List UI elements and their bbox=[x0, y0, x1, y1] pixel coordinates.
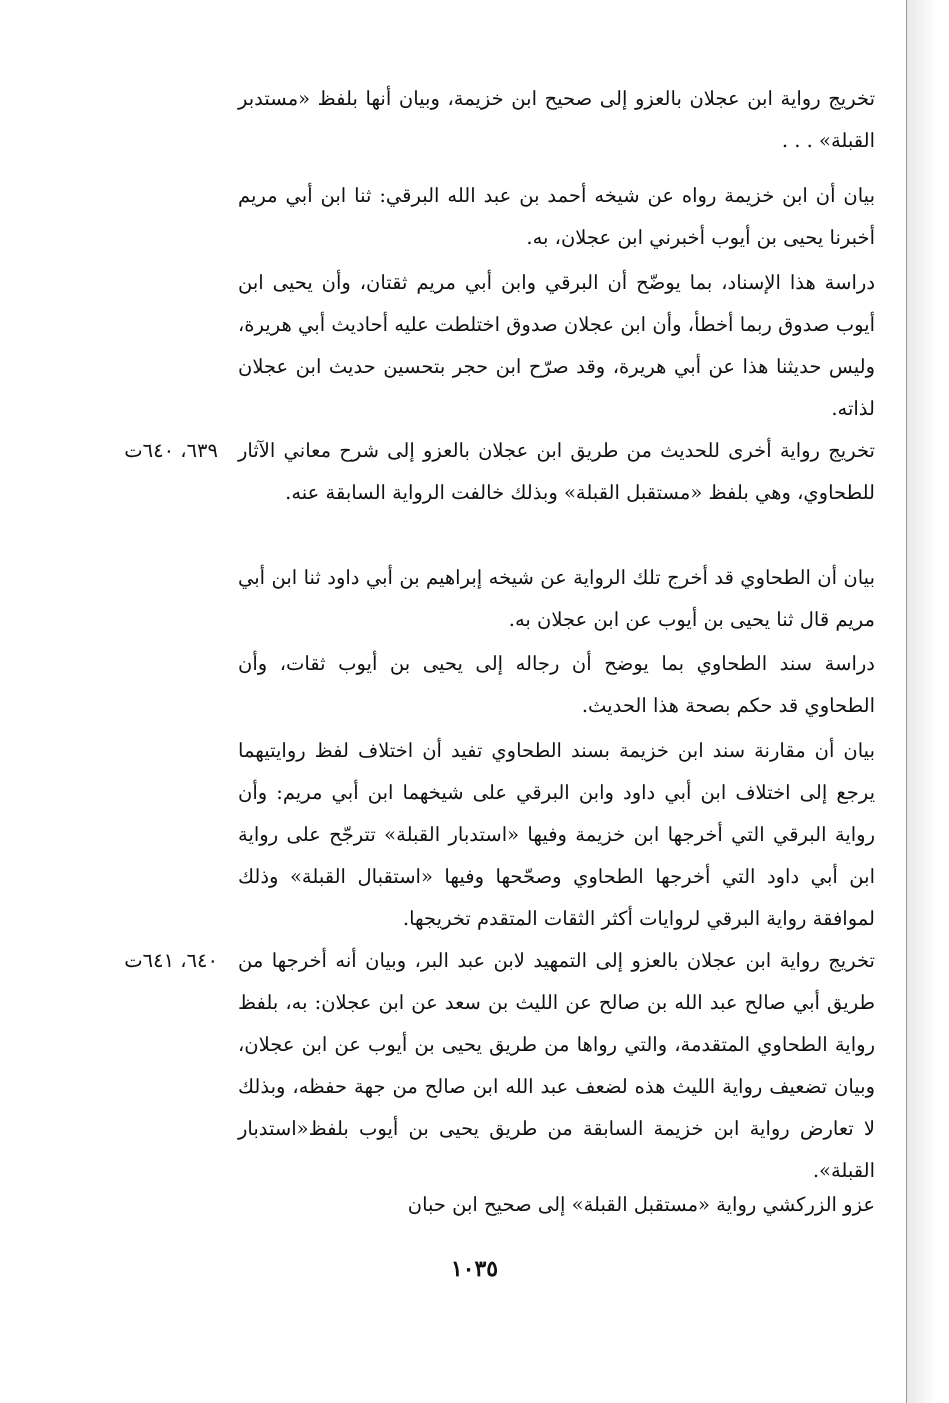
entry-text: تخريج رواية أخرى للحديث من طريق ابن عجلان بالعزو إلى شرح معاني الآثار للطحاوي، وهي بلفظ «مستقبل القبلة» وبذلك خالفت الرواية السابقة عنه. bbox=[238, 439, 875, 504]
page-edge-line bbox=[906, 0, 907, 1403]
reference-numbers: ٦٣٩، ٦٤٠ت bbox=[124, 439, 218, 462]
entry-text: دراسة هذا الإسناد، بما يوضّح أن البرقي وابن أبي مريم ثقتان، وأن يحيى ابن أيوب صدوق ربما أخطأ، وأن ابن عجلان صدوق اختلطت عليه أحاديث أبي هريرة، وليس حديثنا هذا عن أبي هريرة، وقد صرّح ابن حجر بتحسين حديث ابن عجلان لذاته. bbox=[238, 271, 875, 420]
entry-text: عزو الزركشي رواية «مستقبل القبلة» إلى صحيح ابن حبان bbox=[407, 1193, 875, 1216]
entry-text: تخريج رواية ابن عجلان بالعزو إلى التمهيد لابن عبد البر، وبيان أنه أخرجها من طريق أبي صالح عبد الله بن صالح عن الليث بن سعد عن ابن عجلان: به، بلفظ رواية الطحاوي المتقدمة، والتي رواها من طريق يحيى بن أيوب عن ابن عجلان، وبيان تضعيف رواية الليث هذه لضعف عبد الله ابن صالح من جهة حفظه، وبذلك لا تعارض رواية ابن خزيمة السابقة من طريق يحيى بن أيوب بلفظ«استدبار القبلة». bbox=[238, 949, 875, 1182]
entry-text: دراسة سند الطحاوي بما يوضح أن رجاله إلى يحيى بن أيوب ثقات، وأن الطحاوي قد حكم بصحة هذا الحديث. bbox=[238, 652, 875, 717]
entry-text: بيان أن ابن خزيمة رواه عن شيخه أحمد بن عبد الله البرقي: ثنا ابن أبي مريم أخبرنا يحيى بن أيوب أخبرني ابن عجلان، به. bbox=[238, 184, 875, 249]
page-edge-shadow bbox=[907, 0, 949, 1403]
page-number: ١٠٣٥ bbox=[450, 1256, 499, 1282]
entry-text: تخريج رواية ابن عجلان بالعزو إلى صحيح ابن خزيمة، وبيان أنها بلفظ «مستدبر القبلة» . . . bbox=[238, 87, 875, 152]
reference-numbers: ٦٤٠، ٦٤١ت bbox=[124, 949, 218, 972]
entry-text: بيان أن الطحاوي قد أخرج تلك الرواية عن شيخه إبراهيم بن أبي داود ثنا ابن أبي مريم قال ثنا يحيى بن أيوب عن ابن عجلان به. bbox=[238, 566, 875, 631]
entry-text: بيان أن مقارنة سند ابن خزيمة بسند الطحاوي تفيد أن اختلاف لفظ روايتيهما يرجع إلى اختلاف ابن أبي داود وابن البرقي على شيخهما ابن أبي مريم: وأن رواية البرقي التي أخرجها ابن خزيمة وفيها «استدبار القبلة» تترجّح على رواية ابن أبي داود التي أخرجها الطحاوي وصحّحها وفيها «استقبال القبلة» وذلك لموافقة رواية البرقي لروايات أكثر الثقات المتقدم تخريجها. bbox=[238, 739, 875, 930]
